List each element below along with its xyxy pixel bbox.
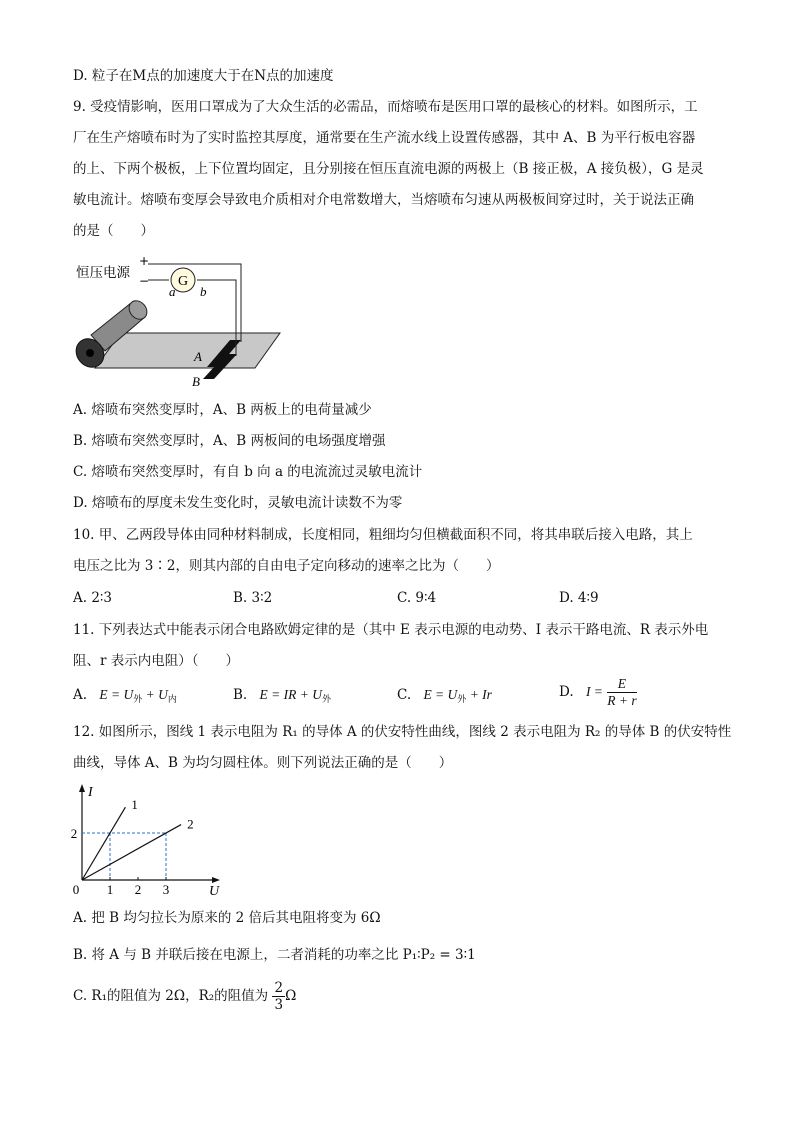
x-tick-label: 2	[134, 882, 142, 897]
y-tick-label: 2	[70, 826, 78, 841]
q12-option-c: C. R₁的阻值为 2Ω，R₂的阻值为 $\frac{2}{3}$ Ω	[73, 980, 297, 1013]
q11-option-d: D. I = $\frac{E}{R + r}$	[559, 676, 637, 708]
y-axis-arrow-icon	[79, 784, 85, 792]
q11-stem-line: 阻、r 表示内电阻）（ ）	[73, 653, 239, 669]
q8-option-d: D. 粒子在M点的加速度大于在N点的加速度	[73, 68, 334, 84]
q10-option-b: B. 3∶2	[233, 590, 273, 606]
q9-stem-line: 厂在生产熔喷布时为了实时监控其厚度，通常要在生产流水线上设置传感器，其中 A、B 为平行板电容器	[73, 130, 696, 146]
series-line-2	[82, 825, 181, 880]
plus-sign: +	[139, 255, 150, 268]
q9-stem-line: 9. 受疫情影响，医用口罩成为了大众生活的必需品，而熔喷布是医用口罩的最核心的材料。如图所示，工	[73, 99, 698, 115]
origin-label: 0	[72, 882, 80, 897]
x-axis-arrow-icon	[212, 877, 220, 883]
q12-option-b: B. 将 A 与 B 并联后接在电源上，二者消耗的功率之比 P₁∶P₂ = 3∶1	[73, 947, 476, 963]
x-tick-label: 1	[106, 882, 114, 897]
q9-stem-line: 的上、下两个极板，上下位置均固定，且分别接在恒压直流电源的两极上（B 接正极，A 接负极），G 是灵	[73, 161, 704, 177]
label-a-terminal: a	[169, 284, 176, 299]
q9-option-c: C. 熔喷布突然变厚时，有自 b 向 a 的电流流过灵敏电流计	[73, 464, 423, 480]
q12-option-a: A. 把 B 均匀拉长为原来的 2 倍后其电阻将变为 6Ω	[73, 910, 381, 926]
x-tick-label: 3	[162, 882, 170, 897]
label-plate-a: A	[194, 349, 202, 364]
line-1-label: 1	[131, 797, 138, 813]
q10-option-c: C. 9∶4	[397, 590, 437, 606]
series-line-1	[82, 807, 125, 880]
q11-option-b: B. E = IR + $U_外$	[233, 687, 331, 704]
source-label: 恒压电源	[76, 265, 130, 281]
q10-stem-line: 电压之比为 3∶2，则其内部的自由电子定向移动的速率之比为（ ）	[73, 558, 500, 574]
minus-sign: −	[139, 274, 150, 288]
q11-option-c: C. $E = U_外 + Ir$	[397, 687, 492, 704]
label-plate-b: B	[192, 374, 200, 389]
label-b-terminal: b	[200, 284, 207, 299]
meter-label: G	[177, 274, 189, 289]
q11-stem-line: 11. 下列表达式中能表示闭合电路欧姆定律的是（其中 E 表示电源的电动势、I 表示干路电流、R 表示外电	[73, 622, 709, 638]
line-2-label: 2	[187, 816, 194, 832]
q12-stem-line: 12. 如图所示，图线 1 表示电阻为 R₁ 的导体 A 的伏安特性曲线，图线 2 表示电阻为 R₂ 的导体 B 的伏安特性	[73, 724, 732, 740]
q9-option-a: A. 熔喷布突然变厚时，A、B 两板上的电荷量减少	[73, 402, 372, 418]
q10-option-a: A. 2∶3	[73, 590, 113, 606]
q10-option-d: D. 4∶9	[559, 590, 599, 606]
fraction: $\frac{2}{3}$	[274, 980, 284, 1013]
q10-stem-line: 10. 甲、乙两段导体由同种材料制成，长度相同，粗细均匀但横截面积不同，将其串联后接入电路，其上	[73, 527, 693, 543]
y-axis-label: I	[88, 785, 93, 800]
q12-iv-graph	[66, 782, 226, 897]
q11-option-a: A. $E = U_外 + U_内$	[73, 687, 177, 704]
x-axis-label: U	[209, 884, 220, 897]
q9-stem-line: 敏电流计。熔喷布变厚会导致电介质相对介电常数增大，当熔喷布匀速从两极板间穿过时，关于说法正确	[73, 192, 694, 208]
q9-capacitor-figure	[73, 255, 288, 390]
fraction: $\frac{E}{R + r}$	[607, 676, 637, 708]
q9-option-b: B. 熔喷布突然变厚时，A、B 两板间的电场强度增强	[73, 433, 386, 449]
q12-stem-line: 曲线，导体 A、B 为均匀圆柱体。则下列说法正确的是（ ）	[73, 755, 453, 771]
q9-stem-line: 的是（ ）	[73, 223, 154, 239]
q9-option-d: D. 熔喷布的厚度未发生变化时，灵敏电流计读数不为零	[73, 495, 403, 511]
